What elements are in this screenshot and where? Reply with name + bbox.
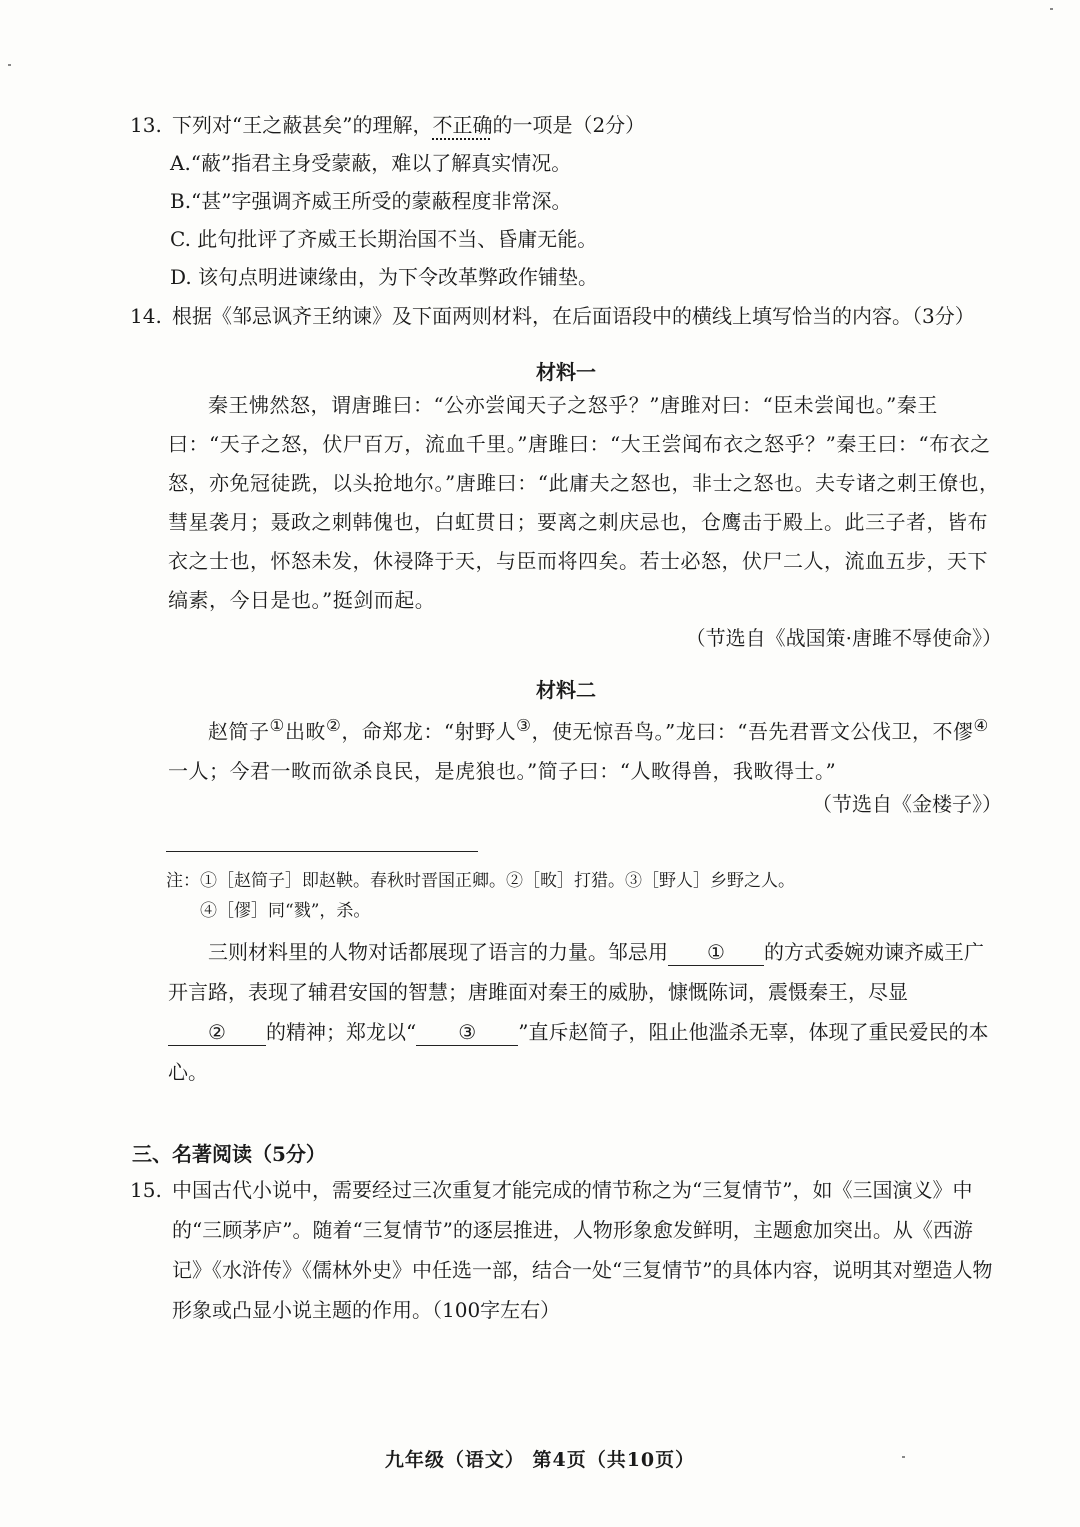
footnote-mark: ② bbox=[325, 716, 342, 735]
material-1-text: 秦王怫然怒，谓唐雎曰：“公亦尝闻天子之怒乎？”唐雎对曰：“臣未尝闻也。”秦王曰：“天子之怒，伏尸百万，流血千里。”唐雎曰：“大王尝闻布衣之怒乎？”秦王曰：“布衣之怒，亦免冠徒跣，以头抢地尔。”唐雎曰：“此庸夫之怒也，非士之怒也。夫专诸之刺王僚也，彗星袭月；聂政之刺韩傀也，白虹贯日；要离之刺庆忌也，仓鹰击于殿上。此三子者，皆布衣之士也，怀怒未发，休祲降于天，与臣而将四矣。若士必怒，伏尸二人，流血五步，天下缟素，今日是也。”挺剑而起。 bbox=[168, 393, 1000, 612]
page-footer: 九年级（语文） 第4页（共10页） bbox=[384, 1449, 696, 1471]
scan-speck bbox=[902, 1456, 905, 1458]
material-1-title: 材料一 bbox=[536, 360, 596, 384]
option-b: B.“甚”字强调齐威王所受的蒙蔽程度非常深。 bbox=[170, 189, 572, 213]
option-a: A.“蔽”指君主身受蒙蔽，难以了解真实情况。 bbox=[170, 151, 572, 175]
blank-3[interactable]: ③ bbox=[416, 1019, 518, 1046]
question-number: 13. bbox=[130, 113, 162, 137]
footnotes bbox=[166, 866, 1002, 926]
material-2-title: 材料二 bbox=[536, 678, 596, 702]
material-2-source: （节选自《金楼子》） bbox=[812, 792, 1002, 816]
footnote-mark: ④ bbox=[973, 716, 989, 735]
question-number: 14. bbox=[130, 304, 162, 328]
blank-2[interactable]: ② bbox=[168, 1019, 266, 1046]
question-15 bbox=[130, 1170, 1002, 1330]
question-14-stem: 14. 根据《邹忌讽齐王纳谏》及下面两则材料，在后面语段中的横线上填写恰当的内容。（3分） bbox=[130, 297, 1002, 335]
scan-speck bbox=[8, 64, 11, 66]
section-title: 三、名著阅读（5分） bbox=[132, 1142, 326, 1166]
scan-speck bbox=[1050, 8, 1053, 10]
material-1-source: （节选自《战国策·唐雎不辱使命》） bbox=[685, 626, 1002, 650]
option-c: C. 此句批评了齐威王长期治国不当、昏庸无能。 bbox=[170, 227, 598, 251]
footnote-mark: ③ bbox=[516, 716, 532, 735]
blank-1[interactable]: ① bbox=[668, 939, 764, 966]
emphasis-text: 不正确 bbox=[432, 113, 493, 137]
question-13-stem: 13. 下列对“王之蔽甚矣”的理解，不正确的一项是（2分） bbox=[130, 106, 1002, 144]
material-2-text: 赵简子①出畋②，命郑龙：“射野人③，使无惊吾鸟。”龙曰：“吾先君晋文公伐卫，不僇④一人；今君一畋而欲杀良民，是虎狼也。”简子曰：“人畋得兽，我畋得士。” bbox=[168, 716, 989, 783]
footnote-divider bbox=[166, 851, 478, 852]
question-15-text: 中国古代小说中，需要经过三次重复才能完成的情节称之为“三复情节”，如《三国演义》中的“三顾茅庐”。随着“三复情节”的逐层推进，人物形象愈发鲜明，主题愈加突出。从《西游记》《水浒传》《儒林外史》中任选一部，结合一处“三复情节”的具体内容，说明其对塑造人物形象或凸显小说主题的作用。（100字左右） bbox=[172, 1178, 993, 1322]
question-number: 15. bbox=[130, 1178, 162, 1202]
fill-in-paragraph: 三则材料里的人物对话都展现了语言的力量。邹忌用 ① 的方式委婉劝谏齐威王广开言路，表现了辅君安国的智慧；唐雎面对秦王的威胁，慷慨陈词，震慑秦王，尽显② 的精神；郑龙以“ ③ ”直斥赵简子，阻止他滥杀无辜，体现了重民爱民的本心。 bbox=[168, 940, 989, 1084]
footnote-line: ④［僇］同“戮”，杀。 bbox=[200, 901, 371, 921]
footnote-line: 注：①［赵简子］即赵鞅。春秋时晋国正卿。②［畋］打猎。③［野人］乡野之人。 bbox=[166, 871, 795, 891]
option-d: D. 该句点明进谏缘由，为下令改革弊政作铺垫。 bbox=[170, 265, 599, 289]
footnote-mark: ① bbox=[269, 716, 285, 735]
question-13 bbox=[130, 106, 1002, 296]
